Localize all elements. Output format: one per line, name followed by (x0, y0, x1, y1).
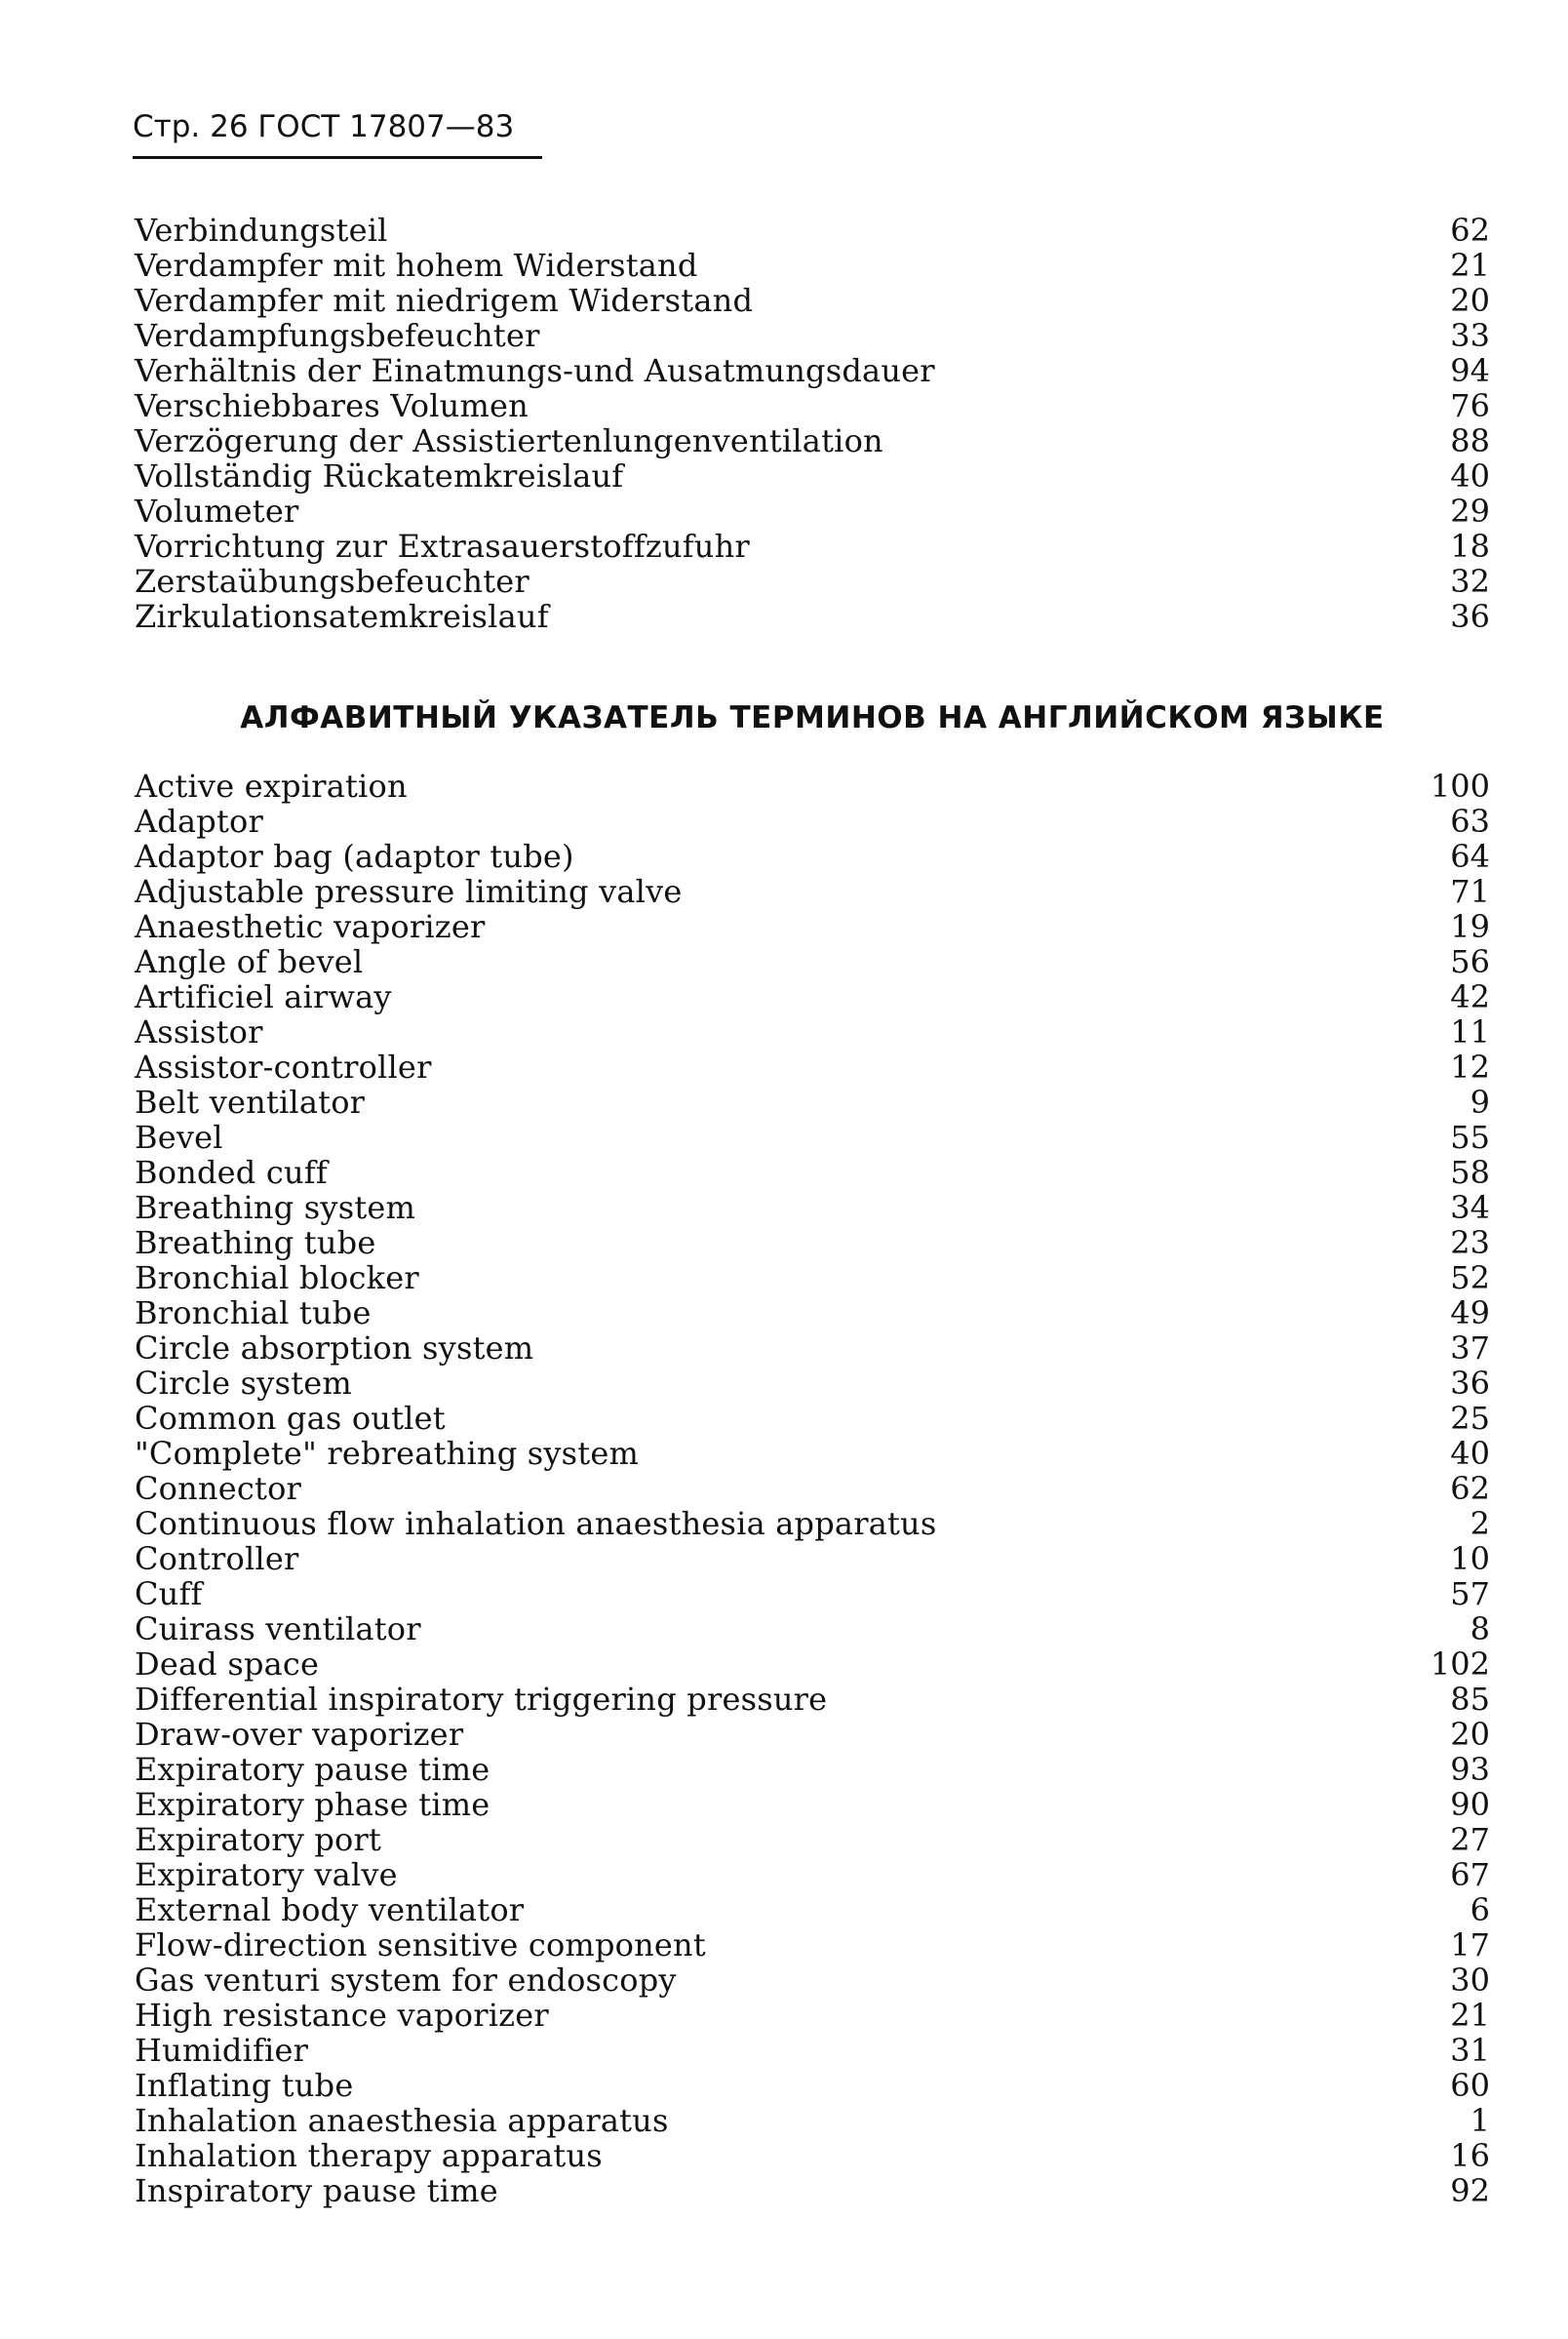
index-entry (135, 353, 1490, 388)
entry-number: 55 (1450, 1119, 1490, 1156)
entry-term: Differential inspiratory triggering pressure (135, 1681, 828, 1718)
entry-term: Adaptor bag (adaptor tube) (135, 838, 574, 875)
entry-term: Common gas outlet (135, 1400, 446, 1437)
entry-term: Expiratory valve (135, 1856, 398, 1893)
entry-number: 12 (1450, 1049, 1490, 1086)
entry-term: Bronchial tube (135, 1294, 372, 1331)
entry-number: 60 (1450, 2067, 1490, 2104)
index-entry (135, 1752, 1490, 1787)
entry-term: Flow-direction sensitive component (135, 1926, 706, 1963)
entry-term: Cuff (135, 1575, 203, 1612)
entry-number: 33 (1450, 317, 1490, 354)
index-entry (135, 1330, 1490, 1366)
entry-term: Inspiratory pause time (135, 2172, 498, 2209)
entry-term: Expiratory port (135, 1821, 382, 1858)
german-term-index (135, 213, 1490, 634)
entry-number: 21 (1450, 1997, 1490, 2034)
entry-term: Continuous flow inhalation anaesthesia apparatus (135, 1505, 937, 1542)
entry-term: Bevel (135, 1119, 223, 1156)
entry-number: 57 (1450, 1575, 1490, 1612)
entry-term: Vollständig Rückatemkreislauf (135, 457, 624, 495)
header-rule (133, 156, 542, 159)
entry-number: 93 (1450, 1751, 1490, 1788)
index-entry (135, 1050, 1490, 1085)
index-entry (135, 1717, 1490, 1752)
entry-number: 29 (1450, 493, 1490, 530)
entry-term: Verbindungsteil (135, 212, 388, 249)
entry-number: 58 (1450, 1154, 1490, 1191)
entry-term: Draw-over vaporizer (135, 1716, 464, 1753)
index-entry (135, 1576, 1490, 1611)
entry-number: 76 (1450, 387, 1490, 424)
entry-number: 9 (1470, 1084, 1490, 1121)
entry-term: Breathing system (135, 1189, 416, 1226)
entry-term: Adjustable pressure limiting valve (135, 873, 683, 910)
entry-term: Vorrichtung zur Extrasauerstoffzufuhr (135, 528, 750, 565)
entry-number: 21 (1450, 247, 1490, 284)
entry-number: 56 (1450, 943, 1490, 980)
entry-number: 63 (1450, 803, 1490, 840)
index-entry (135, 1366, 1490, 1401)
entry-number: 62 (1450, 212, 1490, 249)
entry-number: 31 (1450, 2032, 1490, 2069)
index-entry (135, 1120, 1490, 1155)
index-entry (135, 979, 1490, 1014)
entry-term: Active expiration (135, 768, 408, 805)
index-entry (135, 1401, 1490, 1436)
index-entry (135, 423, 1490, 458)
index-entry (135, 1857, 1490, 1892)
entry-term: Inhalation anaesthesia apparatus (135, 2102, 669, 2139)
entry-number: 30 (1450, 1962, 1490, 1999)
entry-term: Assistor-controller (135, 1049, 432, 1086)
index-entry (135, 1646, 1490, 1682)
index-entry (135, 1541, 1490, 1576)
index-entry (135, 1787, 1490, 1822)
entry-term: Bronchial blocker (135, 1259, 419, 1296)
entry-number: 17 (1450, 1926, 1490, 1963)
entry-number: 67 (1450, 1856, 1490, 1893)
entry-number: 62 (1450, 1470, 1490, 1507)
entry-number: 32 (1450, 563, 1490, 600)
index-entry (135, 529, 1490, 564)
entry-number: 85 (1450, 1681, 1490, 1718)
entry-term: Assistor (135, 1013, 263, 1051)
index-entry (135, 458, 1490, 494)
entry-number: 100 (1430, 768, 1490, 805)
index-entry (135, 1611, 1490, 1646)
entry-term: Inhalation therapy apparatus (135, 2137, 603, 2174)
entry-number: 16 (1450, 2137, 1490, 2174)
entry-number: 11 (1450, 1013, 1490, 1051)
index-entry (135, 248, 1490, 283)
entry-term: Anaesthetic vaporizer (135, 908, 486, 945)
entry-term: Verzögerung der Assistiertenlungenventilation (135, 422, 883, 459)
entry-number: 40 (1450, 1435, 1490, 1472)
index-entry (135, 599, 1490, 634)
index-entry (135, 564, 1490, 599)
index-entry (135, 318, 1490, 353)
entry-number: 52 (1450, 1259, 1490, 1296)
entry-number: 8 (1470, 1610, 1490, 1647)
index-entry (135, 769, 1490, 804)
index-entry (135, 1260, 1490, 1295)
entry-number: 27 (1450, 1821, 1490, 1858)
index-entry (135, 1892, 1490, 1927)
index-entry (135, 1085, 1490, 1120)
index-entry (135, 1998, 1490, 2033)
entry-number: 40 (1450, 457, 1490, 495)
english-index-heading: АЛФАВИТНЫЙ УКАЗАТЕЛЬ ТЕРМИНОВ НА АНГЛИЙСКОМ ЯЗЫКЕ (240, 700, 1385, 735)
index-entry (135, 909, 1490, 944)
entry-term: Zirkulationsatemkreislauf (135, 598, 549, 635)
entry-term: Expiratory phase time (135, 1786, 490, 1823)
entry-number: 71 (1450, 873, 1490, 910)
entry-term: Circle absorption system (135, 1329, 534, 1367)
entry-term: Zerstaübungsbefeuchter (135, 563, 529, 600)
entry-number: 10 (1450, 1540, 1490, 1577)
entry-term: Adaptor (135, 803, 263, 840)
entry-term: Verhältnis der Einatmungs-und Ausatmungsdauer (135, 352, 935, 389)
entry-term: Breathing tube (135, 1224, 376, 1261)
index-entry (135, 1506, 1490, 1541)
index-entry (135, 839, 1490, 874)
index-entry (135, 388, 1490, 423)
index-entry (135, 1295, 1490, 1330)
index-entry (135, 1962, 1490, 1998)
entry-number: 2 (1470, 1505, 1490, 1542)
entry-term: Bonded cuff (135, 1154, 328, 1191)
index-entry (135, 1225, 1490, 1260)
index-entry (135, 1436, 1490, 1471)
entry-term: Verdampfer mit niedrigem Widerstand (135, 282, 754, 319)
index-entry (135, 2033, 1490, 2068)
index-entry (135, 804, 1490, 839)
index-entry (135, 213, 1490, 248)
entry-term: Expiratory pause time (135, 1751, 490, 1788)
entry-term: Volumeter (135, 493, 299, 530)
entry-term: Verschiebbares Volumen (135, 387, 529, 424)
index-entry (135, 2173, 1490, 2208)
entry-term: "Complete" rebreathing system (135, 1435, 640, 1472)
entry-term: Artificiel airway (135, 978, 392, 1015)
entry-term: High resistance vaporizer (135, 1997, 549, 2034)
entry-number: 1 (1470, 2102, 1490, 2139)
entry-number: 88 (1450, 422, 1490, 459)
entry-number: 19 (1450, 908, 1490, 945)
entry-number: 42 (1450, 978, 1490, 1015)
index-entry (135, 1471, 1490, 1506)
entry-number: 90 (1450, 1786, 1490, 1823)
entry-term: Connector (135, 1470, 302, 1507)
index-entry (135, 1155, 1490, 1190)
entry-number: 18 (1450, 528, 1490, 565)
index-entry (135, 283, 1490, 318)
entry-number: 64 (1450, 838, 1490, 875)
english-term-index (135, 769, 1490, 2208)
entry-number: 49 (1450, 1294, 1490, 1331)
index-entry (135, 2103, 1490, 2138)
index-entry (135, 1190, 1490, 1225)
entry-term: Cuirass ventilator (135, 1610, 421, 1647)
index-entry (135, 1682, 1490, 1717)
index-entry (135, 1822, 1490, 1857)
entry-term: Humidifier (135, 2032, 309, 2069)
index-entry (135, 944, 1490, 979)
entry-number: 36 (1450, 598, 1490, 635)
entry-number: 94 (1450, 352, 1490, 389)
entry-number: 102 (1430, 1645, 1490, 1683)
entry-term: Gas venturi system for endoscopy (135, 1962, 677, 1999)
index-entry (135, 2068, 1490, 2103)
entry-term: Circle system (135, 1365, 352, 1402)
entry-term: Angle of bevel (135, 943, 364, 980)
page-header (133, 107, 542, 164)
index-entry (135, 2138, 1490, 2173)
entry-term: Verdampfungsbefeuchter (135, 317, 540, 354)
entry-number: 92 (1450, 2172, 1490, 2209)
entry-term: Controller (135, 1540, 299, 1577)
entry-term: Inflating tube (135, 2067, 354, 2104)
index-entry (135, 874, 1490, 909)
index-entry (135, 494, 1490, 529)
index-entry (135, 1927, 1490, 1962)
entry-term: Dead space (135, 1645, 320, 1683)
page-label: Стр. 26 ГОСТ 17807—83 (133, 109, 515, 144)
entry-number: 6 (1470, 1891, 1490, 1928)
entry-term: Belt ventilator (135, 1084, 366, 1121)
entry-term: Verdampfer mit hohem Widerstand (135, 247, 698, 284)
entry-term: External body ventilator (135, 1891, 525, 1928)
entry-number: 20 (1450, 1716, 1490, 1753)
entry-number: 34 (1450, 1189, 1490, 1226)
index-entry (135, 1014, 1490, 1050)
entry-number: 20 (1450, 282, 1490, 319)
entry-number: 36 (1450, 1365, 1490, 1402)
entry-number: 25 (1450, 1400, 1490, 1437)
entry-number: 37 (1450, 1329, 1490, 1367)
entry-number: 23 (1450, 1224, 1490, 1261)
